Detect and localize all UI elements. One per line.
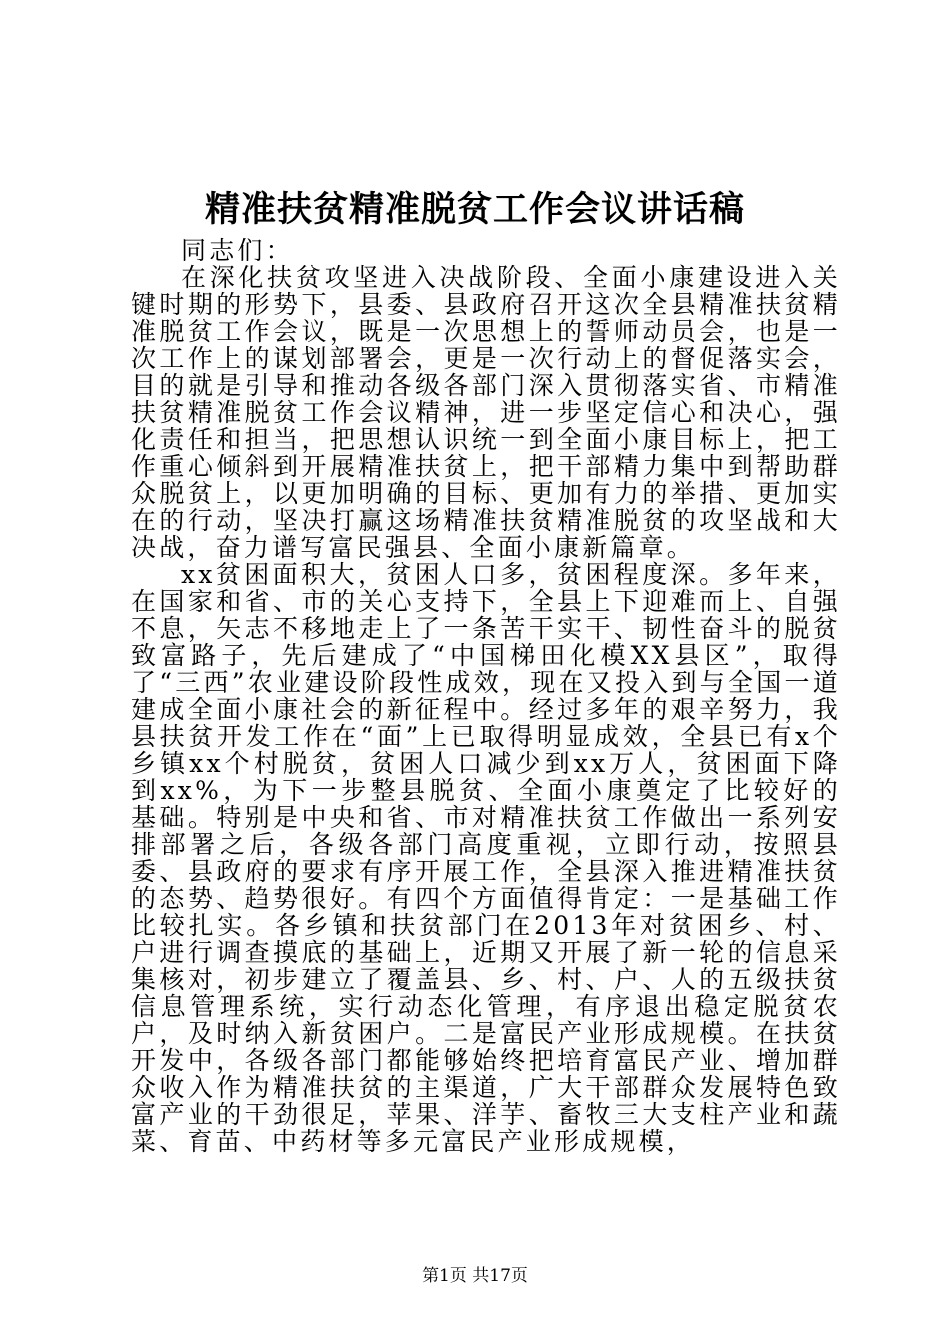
document-body	[131, 237, 841, 1155]
document-title: 精准扶贫精准脱贫工作会议讲话稿	[204, 189, 745, 230]
page-footer: 第1页 共17页	[422, 1266, 528, 1286]
body-paragraph: 在深化扶贫攻坚进入决战阶段、全面小康建设进入关键时期的形势下，县委、县政府召开这次全县精准扶贫精准脱贫工作会议，既是一次思想上的誓师动员会，也是一次工作上的谋划部署会，更是一次行动上的督促落实会，目的就是引导和推动各级各部门深入贯彻落实省、市精准扶贫精准脱贫工作会议精神，进一步坚定信心和决心，强化责任和担当，把思想认识统一到全面小康目标上，把工作重心倾斜到开展精准扶贫上，把干部精力集中到帮助群众脱贫上，以更加明确的目标、更加有力的举措、更加实在的行动，坚决打赢这场精准扶贫精准脱贫的攻坚战和大决战，奋力谱写富民强县、全面小康新篇章。	[131, 263, 841, 562]
salutation-paragraph: 同志们：	[181, 236, 294, 265]
body-paragraph: xx贫困面积大，贫困人口多，贫困程度深。多年来，在国家和省、市的关心支持下，全县上下迎难而上、自强不息，矢志不移地走上了一条苦干实干、韧性奋斗的脱贫致富路子，先后建成了“中国梯田化模XX县区”，取得了“三西”农业建设阶段性成效，现在又投入到与全国一道建成全面小康社会的新征程中。经过多年的艰辛努力，我县扶贫开发工作在“面”上已取得明显成效，全县已有x个乡镇xx个村脱贫，贫困人口减少到xx万人，贫困面下降到xx%，为下一步整县脱贫、全面小康奠定了比较好的基础。特别是中央和省、市对精准扶贫工作做出一系列安排部署之后，各级各部门高度重视，立即行动，按照县委、县政府的要求有序开展工作，全县深入推进精准扶贫的态势、趋势很好。有四个方面值得肯定：一是基础工作比较扎实。各乡镇和扶贫部门在2013年对贫困乡、村、户进行调查摸底的基础上，近期又开展了新一轮的信息采集核对，初步建立了覆盖县、乡、村、户、人的五级扶贫信息管理系统，实行动态化管理，有序退出稳定脱贫农户，及时纳入新贫困户。二是富民产业形成规模。在扶贫开发中，各级各部门都能够始终把培育富民产业、增加群众收入作为精准扶贫的主渠道，广大干部群众发展特色致富产业的干劲很足，苹果、洋芋、畜牧三大支柱产业和蔬菜、育苗、中药材等多元富民产业形成规模，	[131, 560, 841, 1156]
